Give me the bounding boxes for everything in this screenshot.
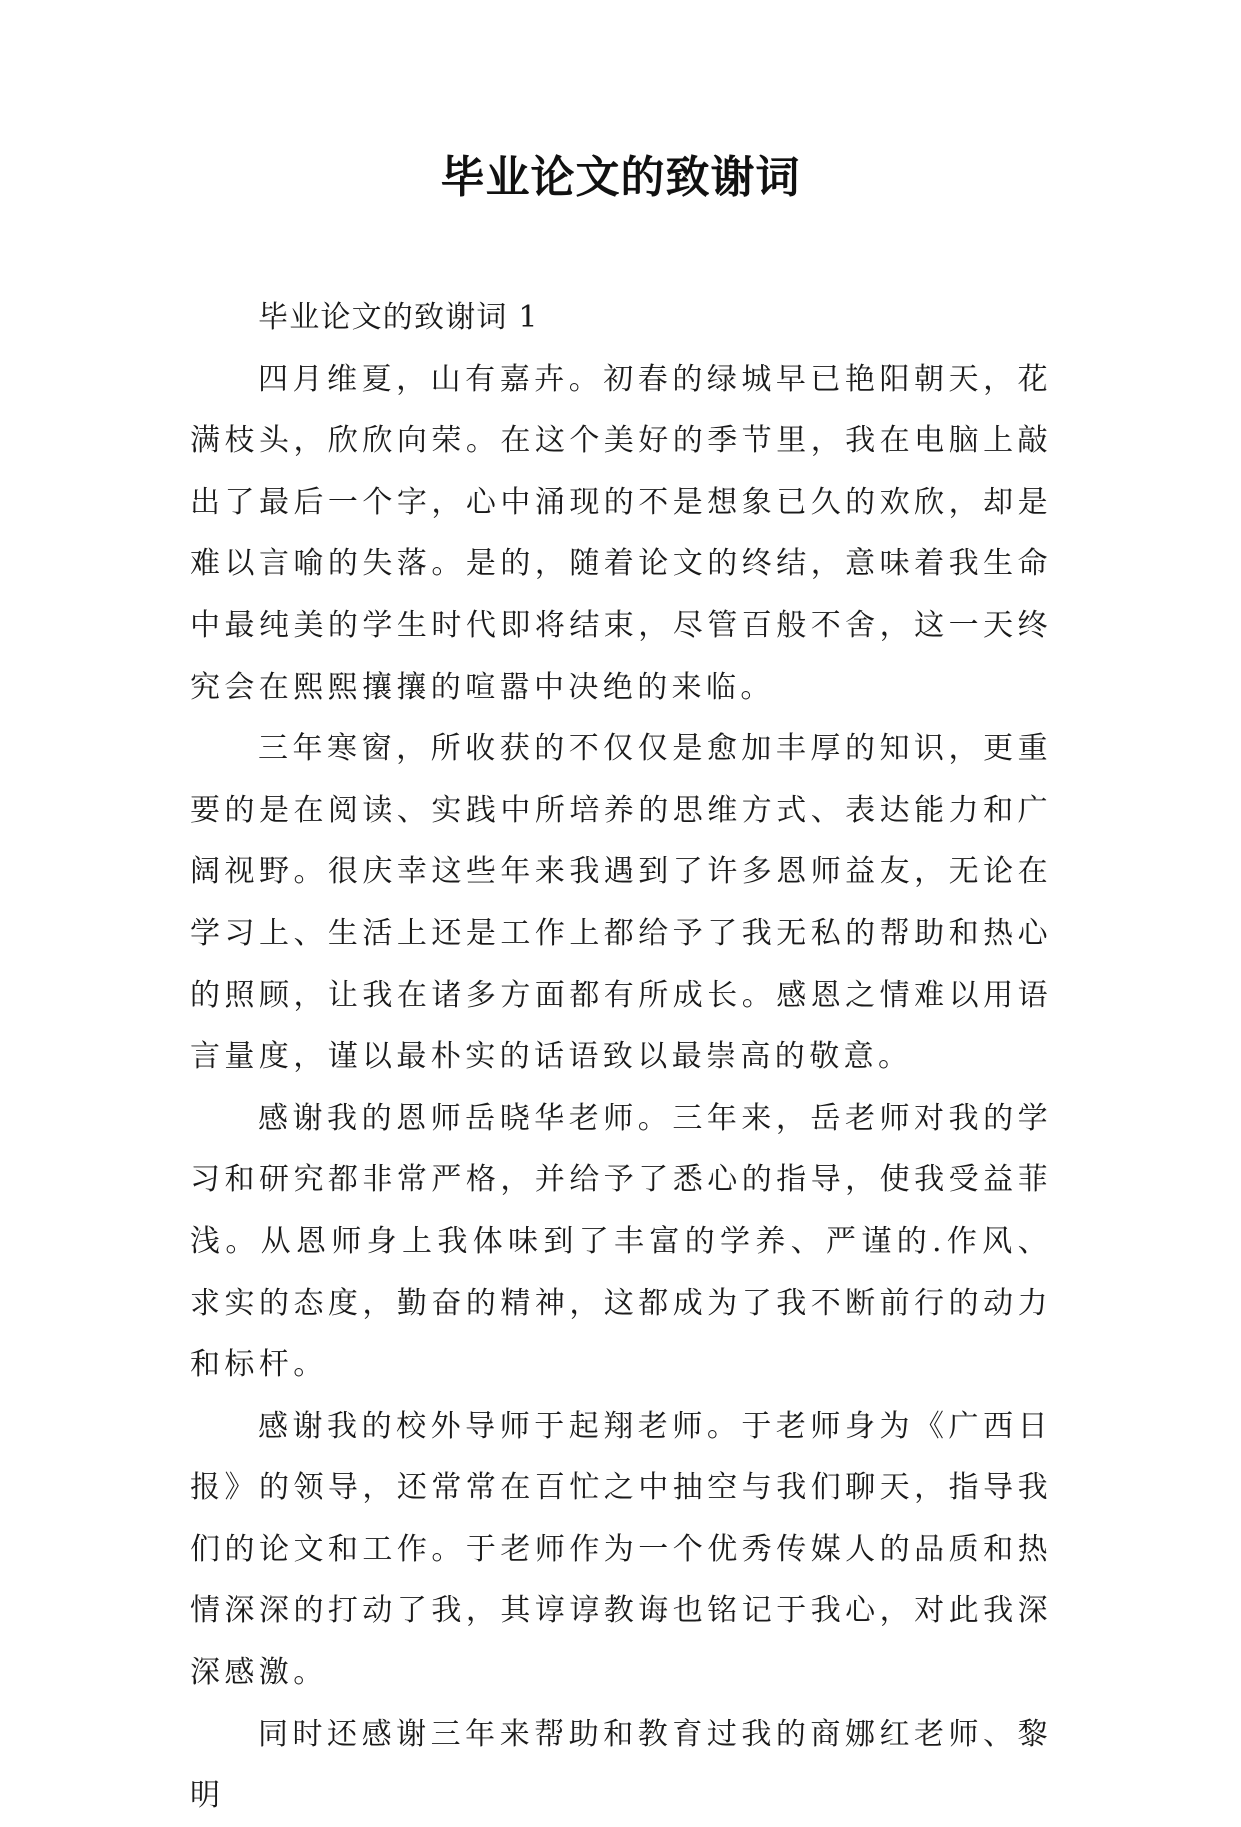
document-title: 毕业论文的致谢词 xyxy=(440,152,801,203)
section-heading: 毕业论文的致谢词 1 xyxy=(258,300,539,335)
paragraph-4: 感谢我的校外导师于起翔老师。于老师身为《广西日报》的领导，还常常在百忙之中抽空与我们聊天，指导我们的论文和工作。于老师作为一个优秀传媒人的品质和热情深深的打动了我，其谆谆教诲也铭记于我心，对此我深深感激。 xyxy=(190,1408,1052,1691)
paragraph-2: 三年寒窗，所收获的不仅仅是愈加丰厚的知识，更重要的是在阅读、实践中所培养的思维方式、表达能力和广阔视野。很庆幸这些年来我遇到了许多恩师益友，无论在学习上、生活上还是工作上都给予了我无私的帮助和热心的照顾，让我在诸多方面都有所成长。感恩之情难以用语言量度，谨以最朴实的话语致以最崇高的敬意。 xyxy=(190,731,1052,1075)
paragraph-5: 同时还感谢三年来帮助和教育过我的商娜红老师、黎明 xyxy=(190,1716,1052,1814)
paragraph-3: 感谢我的恩师岳晓华老师。三年来，岳老师对我的学习和研究都非常严格，并给予了悉心的指导，使我受益菲浅。从恩师身上我体味到了丰富的学养、严谨的.作风、求实的态度，勤奋的精神，这都成为了我不断前行的动力和标杆。 xyxy=(190,1100,1052,1383)
document-body xyxy=(190,287,1052,1827)
paragraph-1: 四月维夏，山有嘉卉。初春的绿城早已艳阳朝天，花满枝头，欣欣向荣。在这个美好的季节里，我在电脑上敲出了最后一个字，心中涌现的不是想象已久的欢欣，却是难以言喻的失落。是的，随着论文的终结，意味着我生命中最纯美的学生时代即将结束，尽管百般不舍，这一天终究会在熙熙攘攘的喧嚣中决绝的来临。 xyxy=(190,361,1052,705)
